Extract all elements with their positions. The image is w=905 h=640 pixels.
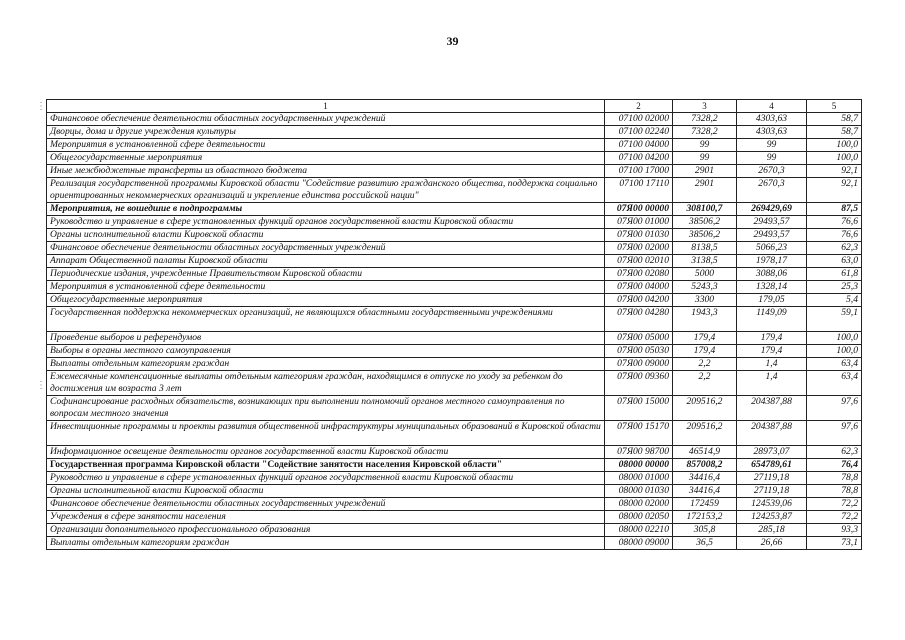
row-percent: 72,2 — [807, 511, 862, 524]
row-name: Финансовое обеспечение деятельности областных государственных учреждений — [47, 498, 605, 511]
table-row — [47, 511, 862, 524]
row-name: Финансовое обеспечение деятельности областных государственных учреждений — [47, 113, 605, 126]
row-percent: 63,4 — [807, 358, 862, 371]
row-fact: 204387,88 — [737, 421, 807, 446]
row-code: 07100 17000 — [605, 165, 673, 178]
row-fact: 28973,07 — [737, 446, 807, 459]
row-percent: 100,0 — [807, 345, 862, 358]
row-code: 08000 00000 — [605, 459, 673, 472]
table-row — [47, 268, 862, 281]
header-cell-name: 1 — [47, 100, 605, 113]
row-percent: 92,1 — [807, 165, 862, 178]
table-row — [47, 178, 862, 203]
table-row — [47, 498, 862, 511]
row-plan: 3138,5 — [673, 255, 737, 268]
header-cell-fact: 4 — [737, 100, 807, 113]
row-code: 07100 02000 — [605, 113, 673, 126]
row-percent: 100,0 — [807, 139, 862, 152]
row-name: Организации дополнительного профессионального образования — [47, 524, 605, 537]
row-percent: 5,4 — [807, 294, 862, 307]
row-fact: 179,05 — [737, 294, 807, 307]
margin-mark: ⋮ — [36, 380, 46, 391]
table-row — [47, 255, 862, 268]
table-row — [47, 242, 862, 255]
row-plan: 38506,2 — [673, 216, 737, 229]
row-name: Мероприятия в установленной сфере деятельности — [47, 281, 605, 294]
row-fact: 124539,06 — [737, 498, 807, 511]
row-plan: 99 — [673, 152, 737, 165]
table-row — [47, 459, 862, 472]
row-name: Руководство и управление в сфере установленных функций органов государственной власти Кировской области — [47, 472, 605, 485]
row-name: Инвестиционные программы и проекты развития общественной инфраструктуры муниципальных образований в Кировской области — [47, 421, 605, 446]
row-plan: 857008,2 — [673, 459, 737, 472]
row-percent: 78,8 — [807, 472, 862, 485]
row-code: 07Я00 01030 — [605, 229, 673, 242]
row-code: 07100 17110 — [605, 178, 673, 203]
table-row — [47, 332, 862, 345]
row-fact: 99 — [737, 139, 807, 152]
row-code: 07Я00 09000 — [605, 358, 673, 371]
row-code: 07Я00 04000 — [605, 281, 673, 294]
row-code: 07Я00 02080 — [605, 268, 673, 281]
row-percent: 76,4 — [807, 459, 862, 472]
table-row — [47, 281, 862, 294]
row-plan: 36,5 — [673, 537, 737, 550]
row-fact: 654789,61 — [737, 459, 807, 472]
table-row — [47, 524, 862, 537]
row-code: 07Я00 15000 — [605, 396, 673, 421]
row-plan: 7328,2 — [673, 126, 737, 139]
table-row — [47, 307, 862, 332]
row-fact: 5066,23 — [737, 242, 807, 255]
row-fact: 124253,87 — [737, 511, 807, 524]
row-plan: 308100,7 — [673, 203, 737, 216]
table-row — [47, 358, 862, 371]
row-code: 08000 02210 — [605, 524, 673, 537]
row-code: 07Я00 02010 — [605, 255, 673, 268]
row-plan: 179,4 — [673, 345, 737, 358]
row-name: Дворцы, дома и другие учреждения культуры — [47, 126, 605, 139]
budget-table — [46, 99, 862, 550]
row-fact: 269429,69 — [737, 203, 807, 216]
table-row — [47, 229, 862, 242]
row-fact: 4303,63 — [737, 126, 807, 139]
row-fact: 1978,17 — [737, 255, 807, 268]
row-percent: 92,1 — [807, 178, 862, 203]
table-row — [47, 446, 862, 459]
table-row — [47, 472, 862, 485]
table-row — [47, 216, 862, 229]
page-number: 39 — [446, 34, 459, 48]
row-code: 07Я00 00000 — [605, 203, 673, 216]
row-name: Реализация государственной программы Кировской области "Содействие развитию гражданского общества, поддержка социально ориентированных некоммерческих организаций и укрепление единства российской нации" — [47, 178, 605, 203]
row-plan: 8138,5 — [673, 242, 737, 255]
table-row — [47, 371, 862, 396]
row-plan: 46514,9 — [673, 446, 737, 459]
row-plan: 2,2 — [673, 358, 737, 371]
table-row — [47, 139, 862, 152]
row-fact: 4303,63 — [737, 113, 807, 126]
row-code: 07Я00 05030 — [605, 345, 673, 358]
row-percent: 62,3 — [807, 242, 862, 255]
row-plan: 34416,4 — [673, 485, 737, 498]
row-fact: 99 — [737, 152, 807, 165]
row-plan: 38506,2 — [673, 229, 737, 242]
row-percent: 63,4 — [807, 371, 862, 396]
row-code: 07Я00 04200 — [605, 294, 673, 307]
row-code: 07100 04200 — [605, 152, 673, 165]
table-row — [47, 396, 862, 421]
row-percent: 72,2 — [807, 498, 862, 511]
row-name: Проведение выборов и референдумов — [47, 332, 605, 345]
row-name: Ежемесячные компенсационные выплаты отдельным категориям граждан, находящимся в отпуске по уходу за ребенком до достижения им возраста 3 лет — [47, 371, 605, 396]
row-code: 08000 01000 — [605, 472, 673, 485]
row-name: Аппарат Общественной палаты Кировской области — [47, 255, 605, 268]
row-name: Периодические издания, учрежденные Правительством Кировской области — [47, 268, 605, 281]
row-code: 07Я00 09360 — [605, 371, 673, 396]
row-percent: 100,0 — [807, 152, 862, 165]
row-percent: 58,7 — [807, 126, 862, 139]
row-fact: 27119,18 — [737, 472, 807, 485]
row-code: 08000 09000 — [605, 537, 673, 550]
row-plan: 209516,2 — [673, 421, 737, 446]
table-row — [47, 152, 862, 165]
row-plan: 209516,2 — [673, 396, 737, 421]
row-fact: 3088,06 — [737, 268, 807, 281]
row-name: Учреждения в сфере занятости населения — [47, 511, 605, 524]
row-name: Общегосударственные мероприятия — [47, 294, 605, 307]
row-fact: 1149,09 — [737, 307, 807, 332]
row-percent: 63,0 — [807, 255, 862, 268]
row-fact: 2670,3 — [737, 178, 807, 203]
row-fact: 27119,18 — [737, 485, 807, 498]
row-percent: 97,6 — [807, 421, 862, 446]
row-code: 07Я00 05000 — [605, 332, 673, 345]
table-row — [47, 485, 862, 498]
row-percent: 58,7 — [807, 113, 862, 126]
row-plan: 179,4 — [673, 332, 737, 345]
row-percent: 97,6 — [807, 396, 862, 421]
row-name: Выборы в органы местного самоуправления — [47, 345, 605, 358]
row-code: 08000 02050 — [605, 511, 673, 524]
row-fact: 179,4 — [737, 345, 807, 358]
row-name: Мероприятия в установленной сфере деятельности — [47, 139, 605, 152]
row-plan: 34416,4 — [673, 472, 737, 485]
row-percent: 76,6 — [807, 216, 862, 229]
table-row — [47, 537, 862, 550]
table-row — [47, 203, 862, 216]
row-fact: 1,4 — [737, 371, 807, 396]
row-plan: 2901 — [673, 165, 737, 178]
row-plan: 1943,3 — [673, 307, 737, 332]
row-percent: 73,1 — [807, 537, 862, 550]
row-plan: 172459 — [673, 498, 737, 511]
table-row — [47, 345, 862, 358]
row-percent: 62,3 — [807, 446, 862, 459]
row-fact: 29493,57 — [737, 216, 807, 229]
row-fact: 26,66 — [737, 537, 807, 550]
row-fact: 179,4 — [737, 332, 807, 345]
table-row — [47, 421, 862, 446]
margin-mark: ⋮ — [36, 101, 46, 112]
header-cell-plan: 3 — [673, 100, 737, 113]
table-row — [47, 126, 862, 139]
row-plan: 5243,3 — [673, 281, 737, 294]
row-name: Руководство и управление в сфере установленных функций органов государственной власти Кировской области — [47, 216, 605, 229]
row-code: 07Я00 98700 — [605, 446, 673, 459]
row-percent: 25,3 — [807, 281, 862, 294]
header-cell-percent: 5 — [807, 100, 862, 113]
row-plan: 5000 — [673, 268, 737, 281]
row-percent: 76,6 — [807, 229, 862, 242]
row-plan: 3300 — [673, 294, 737, 307]
row-fact: 29493,57 — [737, 229, 807, 242]
row-code: 08000 02000 — [605, 498, 673, 511]
row-name: Иные межбюджетные трансферты из областного бюджета — [47, 165, 605, 178]
row-name: Софинансирование расходных обязательств, возникающих при выполнении полномочий органов местного самоуправления по вопросам местного значения — [47, 396, 605, 421]
row-code: 07100 04000 — [605, 139, 673, 152]
table-row — [47, 113, 862, 126]
row-percent: 59,1 — [807, 307, 862, 332]
row-code: 07100 02240 — [605, 126, 673, 139]
row-code: 07Я00 04280 — [605, 307, 673, 332]
row-percent: 87,5 — [807, 203, 862, 216]
row-plan: 2,2 — [673, 371, 737, 396]
row-name: Общегосударственные мероприятия — [47, 152, 605, 165]
row-name: Мероприятия, не вошедшие в подпрограммы — [47, 203, 605, 216]
row-fact: 1328,14 — [737, 281, 807, 294]
row-name: Выплаты отдельным категориям граждан — [47, 537, 605, 550]
row-code: 07Я00 01000 — [605, 216, 673, 229]
row-name: Органы исполнительной власти Кировской области — [47, 229, 605, 242]
table-row — [47, 294, 862, 307]
row-name: Государственная программа Кировской области "Содействие занятости населения Кировской области" — [47, 459, 605, 472]
row-plan: 172153,2 — [673, 511, 737, 524]
row-percent: 93,3 — [807, 524, 862, 537]
row-percent: 61,8 — [807, 268, 862, 281]
header-cell-code: 2 — [605, 100, 673, 113]
header-row — [47, 100, 862, 113]
row-fact: 204387,88 — [737, 396, 807, 421]
table-row — [47, 165, 862, 178]
row-code: 07Я00 02000 — [605, 242, 673, 255]
row-fact: 2670,3 — [737, 165, 807, 178]
row-plan: 305,8 — [673, 524, 737, 537]
row-plan: 2901 — [673, 178, 737, 203]
row-plan: 7328,2 — [673, 113, 737, 126]
row-name: Государственная поддержка некоммерческих организаций, не являющихся областными государственными учреждениями — [47, 307, 605, 332]
row-percent: 78,8 — [807, 485, 862, 498]
row-name: Информационное освещение деятельности органов государственной власти Кировской области — [47, 446, 605, 459]
row-plan: 99 — [673, 139, 737, 152]
row-fact: 1,4 — [737, 358, 807, 371]
row-name: Выплаты отдельным категориям граждан — [47, 358, 605, 371]
row-fact: 285,18 — [737, 524, 807, 537]
row-percent: 100,0 — [807, 332, 862, 345]
row-name: Органы исполнительной власти Кировской области — [47, 485, 605, 498]
row-name: Финансовое обеспечение деятельности областных государственных учреждений — [47, 242, 605, 255]
row-code: 07Я00 15170 — [605, 421, 673, 446]
row-code: 08000 01030 — [605, 485, 673, 498]
